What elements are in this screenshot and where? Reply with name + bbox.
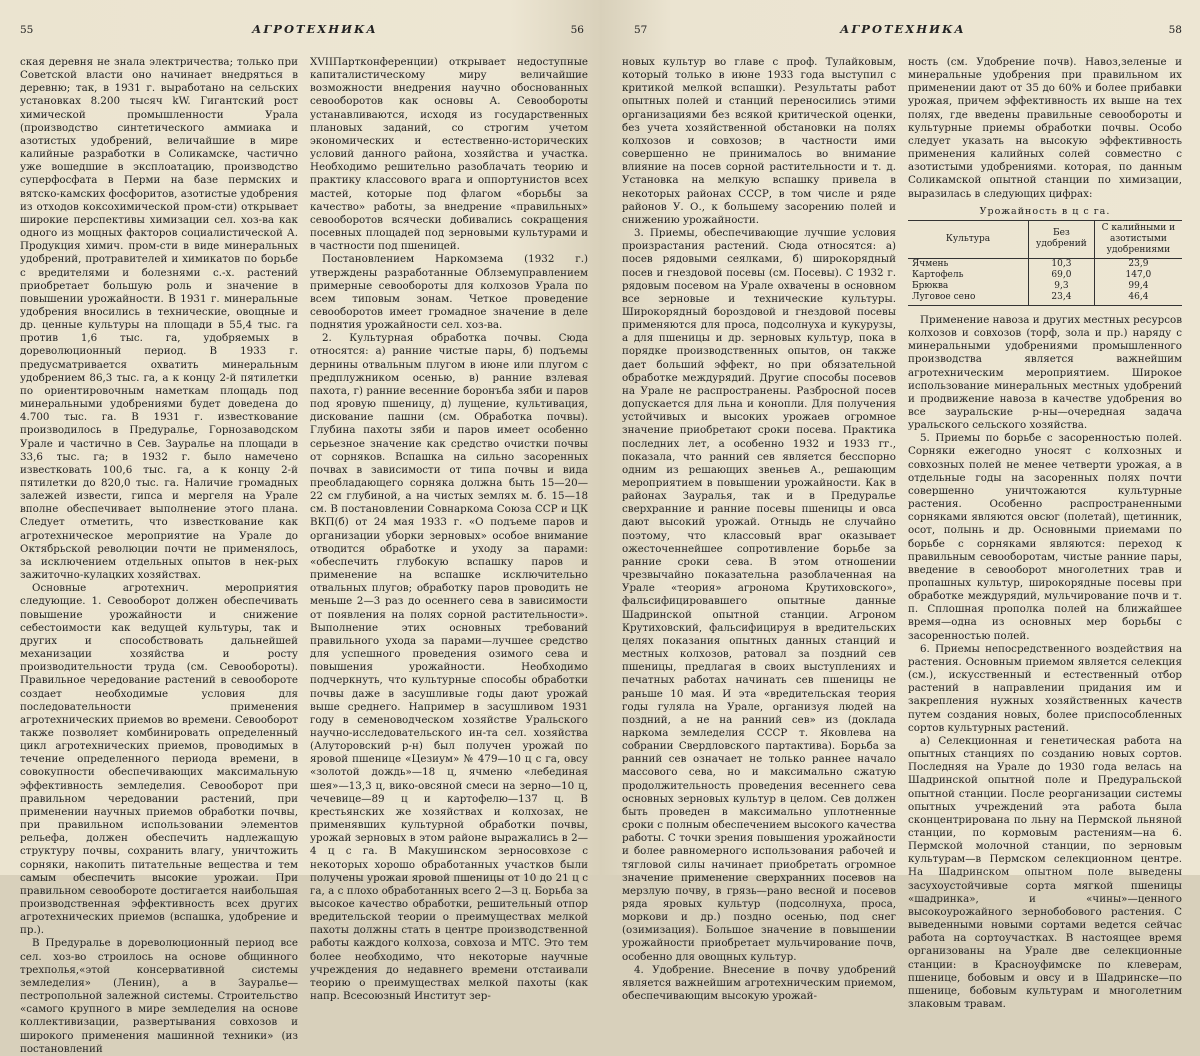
left-page-header	[20, 20, 588, 42]
right-columns	[622, 56, 1182, 1011]
column-3	[622, 56, 896, 1011]
table-row	[908, 281, 1182, 292]
table-row	[908, 270, 1182, 281]
paragraph: XVIIПартконференции) открывает недоступные капиталистическому миру величайшие возможности внедрения научно обоснованных севооборотов как основы А. Севообороты устанавливаются, исходя из государственных плановых заданий, со строгим учетом экономических и естественно-исторических условий данного района, хозяйства и участка. Необходимо решительно разоблачать теорию и практику классового врага и оппортунистов всех мастей, которые под флагом «борьбы за качество» работы, за внедрение «правильных» севооборотов всячески добивались сокращения посевных площадей под зерновыми культурами и в частности под пшеницей.	[310, 56, 588, 253]
paragraph: ность (см. Удобрение почв). Навоз,зеленые и минеральные удобрения при правильном их применении дают от 35 до 60% и более прибавки урожая, причем эффективность их выше на тех полях, где введены правильные севообороты и культурные приемы обработки почвы. Особо следует указать на высокую эффективность применения калийных солей совместно с азотистыми удобрениями. которая, по данным Соликамской опытной станции по химизации, выразилась в следующих цифрах:	[908, 56, 1182, 200]
page-number-56: 56	[570, 24, 584, 36]
table-cell: Луговое сено	[908, 292, 1029, 306]
table-cell: Брюква	[912, 280, 949, 291]
table-cell: 99,4	[1094, 281, 1182, 292]
table-header-crop: Культура	[908, 220, 1029, 258]
left-columns	[20, 56, 588, 1056]
page-number-55: 55	[20, 24, 34, 36]
table-header-row	[908, 220, 1182, 258]
table-cell: Ячмень	[912, 258, 949, 269]
paragraph: 2. Культурная обработка почвы. Сюда относятся: а) ранние чистые пары, б) подъемы дернины отвальным плугом в июне или плугом с предплужником осенью, в) ранние взлевая пахота, г) ранние весенние боронъба зяби и паров под яровую пшеницу, д) лущение, культивация, дискование пашни (см. Обработка почвы). Глубина пахоты зяби и паров имеет особенно серьезное значение как средство очистки почвы от сорняков. Вспашка на сильно засоренных почвах в зависимости от типа почвы и вида преобладающего сорняка должна быть 15—20—22 см глубиной, а на чистых землях м. б. 15—18 см. В постановлении Совнаркома Союза ССР и ЦК ВКП(б) от 24 мая 1933 г. «О подъеме паров и организации уборки зерновых» особое внимание отводится обработке и уходу за парами: «обеспечить глубокую вспашку паров и применение на вспашке исключительно отвальных плугов; обработку паров проводить не меньше 2—3 раз до осеннего сева в зависимости от появления на полях сорной растительности». Выполнение этих основных требований правильного ухода за парами—лучшее средство для успешного проведения озимого сева и повышения урожайности. Необходимо подчеркнуть, что культурные способы обработки почвы даже в засушливые годы дают урожай выше среднего. Например в засушливом 1931 году в семеноводческом хозяйстве Уральского научно-исследовательского ин-та сел. хозяйства (Алуторовский р-н) был получен урожай по яровой пшенице «Цезиум» № 479—10 ц с га, овсу «золотой дождь»—18 ц, ячменю «лебединая шея»—13,3 ц, вико-овсяной смеси на зерно—10 ц, чечевице—89 ц и картофелю—137 ц. В крестьянских же хозяйствах и колхозах, не применявших культурной обработки почвы, урожай зерновых в этом районе выражались в 2—4 ц с га. В Макушинском зерносовхозе с некоторых хорошо обработанных участков были получены урожаи яровой пшеницы от 10 до 21 ц с га, а с плохо обработанных всего 2—3 ц. Борьба за высокое качество обработки, решительный отпор вредительской теории о преимуществах мелкой пахоты должны стать в центре производственной работы каждого колхоза, совхоза и МТС. Это тем более необходимо, что некоторые научные учреждения до недавнего времени отстаивали теорию о преимуществах мелкой пахоты (как напр. Всесоюзный Институт зер-	[310, 332, 588, 1003]
right-page	[600, 0, 1200, 1010]
table-cell: 23,9	[1094, 258, 1182, 270]
paragraph: а) Селекционная и генетическая работа на опытных станциях по созданию новых сортов. Последняя на Урале до 1930 года велась на Шадринской опытной поле и Предуральской опытной станции. После реорганизации системы опытных учреждений эта работа была сконцентрирована по льну на Пермской льняной станции, по кормовым растениям—на 6. Пермской молочной станции, по зерновым культурам—в Пермском селекционном центре. На Шадринском опытном поле выведены засухоустойчивые сорта мягкой пшеницы «шадринка», и «чины»—ценного высокоурожайного зернобобового растения. С выведенными новыми сортами ведется сейчас работа на сортоучастках. В настоящее время организованы на Урале две селекционные станции: в Красноуфимске по клеверам, пшенице, бобовым и овсу и в Шадринске—по пшенице, бобовым культурам и многолетним злаковым травам.	[908, 734, 1182, 1010]
table-cell: 23,4	[1029, 292, 1095, 306]
running-title-right: АГРОТЕХНИКА	[840, 22, 966, 36]
paragraph: Применение навоза и других местных ресурсов колхозов и совхозов (торф, зола и пр.) наряду с минеральными удобрениями промышленного производства является важнейшим агротехническим мероприятием. Широкое использование минеральных местных удобрений и продвижение навоза в качестве удобрения во все зауральские р-ны—очередная задача уральского сельского хозяйства.	[908, 313, 1182, 432]
paragraph: Постановлением Наркомзема (1932 г.) утверждены разработанные Облземуправлением примерные севообороты для колхозов Урала по всем типовым зонам. Четкое проведение севооборотов имеет громадное значение в деле поднятия урожайности сел. хоз-ва.	[310, 253, 588, 332]
table-row	[908, 292, 1182, 306]
paragraph: В Предуралье в дореволюционный период все сел. хоз-во строилось на основе общинного трехполья,«этой консервативной системы земледелия» (Ленин), а в Зауралье—пестропольной залежной системы. Строительство «самого крупного в мире земледелия на основе коллективизации, развертывания совхозов и широкого применения машинной техники» (из постановлений	[20, 937, 298, 1055]
column-4	[908, 56, 1182, 1011]
paragraph: ская деревня не знала электричества; только при Советской власти оно начинает внедряться в деревню; так, в 1931 г. выработано на сельских установках 8.200 тысяч kW. Гигантский рост химической промышленности Урала (производство синтетического аммиака и азотистых удобрений, величайшие в мире калийные разработки в Соликамске, частично уже вошедшие в эксплоатацию, производство суперфосфата в Перми на базе пермских и вятско-камских фосфоритов, азотистые удобрения из отходов коксохимической пром-сти) открывает широкие перспективы химизации сел. хоз-ва как одного из мощных факторов социалистической А. Продукция химич. пром-сти в виде минеральных удобрений, протравителей и химикатов по борьбе с вредителями и болезнями с.-х. растений приобретает большую роль и значение в повышении урожайности. В 1931 г. минеральные удобрения вносились в технические, овощные и др. ценные культуры на площади в 55,4 тыс. га против 1,6 тыс. га, удобряемых в дореволюционный период. В 1933 г. предусматривается охватить минеральным удобрением 86,3 тыс. га, а к концу 2-й пятилетки по ориентировочным наметкам площадь под минеральными удобрениями будет доведена до 4.700 тыс. га. В 1931 г. известкование производилось в Предуралье, Горнозаводском Урале и частично в Сев. Зауралье на площади в 33,6 тыс. га; в 1932 г. было намечено известковать 100,6 тыс. га, а к концу 2-й пятилетки до 820,0 тыс. га. Наличие громадных залежей извести, гипса и мергеля на Урале вполне обеспечивает выполнение этого плана. Следует отметить, что известкование как агротехническое мероприятие на Урале до Октябрьской революции почти не применялось, за исключением отдельных опытов в нек-рых зажиточно-кулацких хозяйствах.	[20, 56, 298, 582]
table-header-with-fertilizer: С калийными и азотистыми удобрениями	[1094, 220, 1182, 258]
column-4-body	[908, 314, 1182, 1011]
paragraph: 3. Приемы, обеспечивающие лучшие условия произрастания растений. Сюда относятся: а) посев рядовыми сеялками, б) широкорядный посев и гнездовой посевы (см. Посевы). С 1932 г. рядовым посевом на Урале охвачены в основном все зерновые и технические культуры. Широкорядный бороздовой и гнездовой посевы применяются для проса, подсолнуха и кукурузы, а для пшеницы и др. зерновых культур, пока в порядке производственных опытов, он также дает больший эффект, но при обязательной обработке междурядий. Другие способы посевов на Урале не распространены. Разбросной посев допускается для льна и конопли. Для получения устойчивых и высоких урожаев огромное значение приобретают сроки посева. Практика последних лет, а особенно 1932 и 1933 гг., показала, что ранний сев является бесспорно одним из решающих звеньев А., решающим мероприятием в повышении урожайности. Как в районах Зауралья, так и в Предуралье сверхранние и ранние посевы пшеницы и овса дают высокий урожай. Отныдь не случайно поэтому, что классовый враг оказывает ожесточеннейшее сопротивление борьбе за ранние сроки сева. В этом отношении чрезвычайно показательна разоблаченная на Урале «теория» агронома Крутиховского», фальсифицировавшего опытные данные Шадринской опытной станции. Агроном Крутиховский, фальсифицируя в вредительских целях показания опытных данных станций и местных колхозов, ратовал за поздний сев пшеницы, предлагая в своих выступлениях и печатных работах начинать сев пшеницы не раньше 10 мая. И эта «вредительская теория годы гуляла на Урале, организуя людей на поздний, а не на ранний сев» из (доклада наркома земледелия СССР т. Яковлева на собрании Свердловского партактива). Борьба за ранний сев означает не только раннее начало массового сева, но и максимально сжатую продолжительность проведения весеннего сева основных зерновых культур в целом. Сев должен быть проведен в максимально уплотненные сроки с полным обеспечением высокого качества работы. С точки зрения повышения урожайности и более равномерного использования рабочей и тягловой силы начинает приобретать огромное значение применение сверхранних посевов на мерзлую почву, в грязь—рано весной и посевов ряда яровых культур (подсолнуха, проса, моркови и др.) поздно осенью, под снег (озимизация). Большое значение в повышении урожайности приобретает мульчирование почв, особенно для овощных культур.	[622, 227, 896, 963]
paragraph: 6. Приемы непосредственного воздействия на растения. Основным приемом является селекция (см.), искусственный и естественный отбор растений в направлении придания им и закрепления нужных хозяйственных качеств путем создания новых, более приспособленных сортов культурных растений.	[908, 642, 1182, 734]
left-page	[0, 0, 600, 1055]
column-2	[310, 56, 588, 1056]
table-cell: 9,3	[1029, 281, 1095, 292]
table-caption: Урожайность в ц с га.	[979, 205, 1111, 217]
running-title-left: АГРОТЕХНИКА	[252, 22, 378, 36]
table-cell: Картофель	[912, 269, 964, 280]
yield-table	[908, 220, 1182, 306]
paragraph: 4. Удобрение. Внесение в почву удобрений является важнейшим агротехническим приемом, обеспечивающим высокую урожай-	[622, 963, 896, 1003]
table-cell: 69,0	[1029, 270, 1095, 281]
page-number-57: 57	[634, 24, 648, 36]
page-number-58: 58	[1168, 24, 1182, 36]
paragraph: новых культур во главе с проф. Тулайковым, который только в июне 1933 года выступил с критикой мелкой вспашки). Результаты работ опытных полей и станций переносились этими организациями без всякой критической оценки, без учета хозяйственной обстановки на полях колхозов и совхозов; в частности ими совершенно не принималось во внимание влияние на посев сорной растительности и т. д. Установка на мелкую вспашку привела в некоторых районах СССР, в том числе и ряде районов У. О., к большему засорению полей и снижению урожайности.	[622, 56, 896, 226]
table-cell: 147,0	[1094, 270, 1182, 281]
paragraph: 5. Приемы по борьбе с засоренностью полей. Сорняки ежегодно уносят с колхозных и совхозных полей не менее четверти урожая, а в отдельные годы на засоренных полях почти совершенно уничтожаются культурные растения. Особенно распространенными сорняками являются овсюг (полетай), щетинник, осот, полынь и др. Основными приемами по борьбе с сорняками являются: переход к правильным севооборотам, чистые ранние пары, введение в севооборот многолетних трав и пропашных культур, широкорядные посевы при обработке междурядий, мульчирование почв и т. п. Сплошная прополка полей на ближайшее время—одна из основных мер борьбы с засоренностью полей.	[908, 432, 1182, 642]
table-header-no-fertilizer: Без удобрений	[1029, 220, 1095, 258]
table-cell: 46,4	[1094, 292, 1182, 306]
paragraph: Основные агротехнич. мероприятия следующие. 1. Севооборот должен обеспечивать повышение урожайности и снижение себестоимости как ведущей культуры, так и других и способствовать дальнейшей механизации хозяйства и росту производительности труда (см. Севообороты). Правильное чередование растений в севообороте создает необходимые условия для последовательности применения агротехнических приемов во времени. Севооборот также позволяет комбинировать определенный цикл агротехнических приемов, проводимых в течение определенного периода времени, в совокупности обеспечивающих максимальную эффективность земледелия. Севооборот при правильном чередовании растений, при применении научных приемов обработки почвы, при правильном использовании элементов рельефа, должен обеспечить надлежащую структуру почвы, сохранить влагу, уничтожить сорняки, накопить питательные вещества и тем самым обеспечить высокие урожаи. При правильном севообороте достигается наибольшая производственная эффективность всех других агротехнических приемов (вспашка, удобрение и пр.).	[20, 582, 298, 937]
table-row	[908, 258, 1182, 270]
column-1	[20, 56, 298, 1056]
right-page-header	[622, 20, 1182, 42]
table-cell: 10,3	[1029, 258, 1095, 270]
